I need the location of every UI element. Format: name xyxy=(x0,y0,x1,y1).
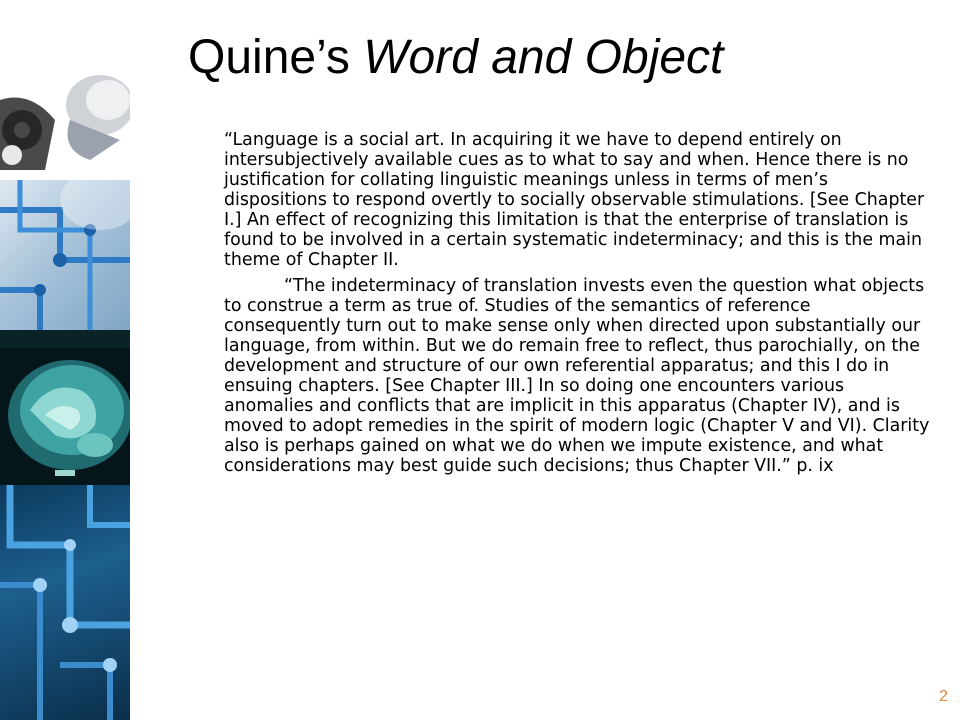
decorative-sidebar xyxy=(0,0,130,720)
title-italic: Word and Object xyxy=(363,31,724,84)
robot-head-icon xyxy=(0,60,130,180)
quote-paragraph-2: “The indeterminacy of translation invests even the question what objects to construe a term as true of. Studies of the semantics of reference consequently turn out to make sense only when directed upon substantially our language, from within. But we do remain free to reflect, thus parochially, on the development and structure of our own referential apparatus; and this I do in ensuing chapters. [See Chapter III.] In so doing one encounters various anomalies and conflicts that are implicit in this apparatus (Chapter IV), and is moved to adopt remedies in the spirit of modern logic (Chapter V and VI). Clarity also is perhaps gained on what we do when we impute existence, and what considerations may best guide such decisions; thus Chapter VII.” p. ix xyxy=(224,276,930,476)
title-plain: Quine’s xyxy=(188,31,364,84)
page-number: 2 xyxy=(939,688,948,705)
quote-body xyxy=(224,130,930,482)
circuit-board-image-dark xyxy=(0,485,130,720)
slide-title xyxy=(188,30,723,85)
brain-mri-image xyxy=(0,330,130,485)
quote-paragraph-1: “Language is a social art. In acquiring it we have to depend entirely on intersubjectively available cues as to what to say and when. Hence there is no justification for collating linguistic meanings unless in terms of men’s dispositions to respond overtly to socially observable stimulations. [See Chapter I.] An effect of recognizing this limitation is that the enterprise of translation is found to be involved in a certain systematic indeterminacy; and this is the main theme of Chapter II. xyxy=(224,130,925,270)
circuit-board-image xyxy=(0,180,130,330)
